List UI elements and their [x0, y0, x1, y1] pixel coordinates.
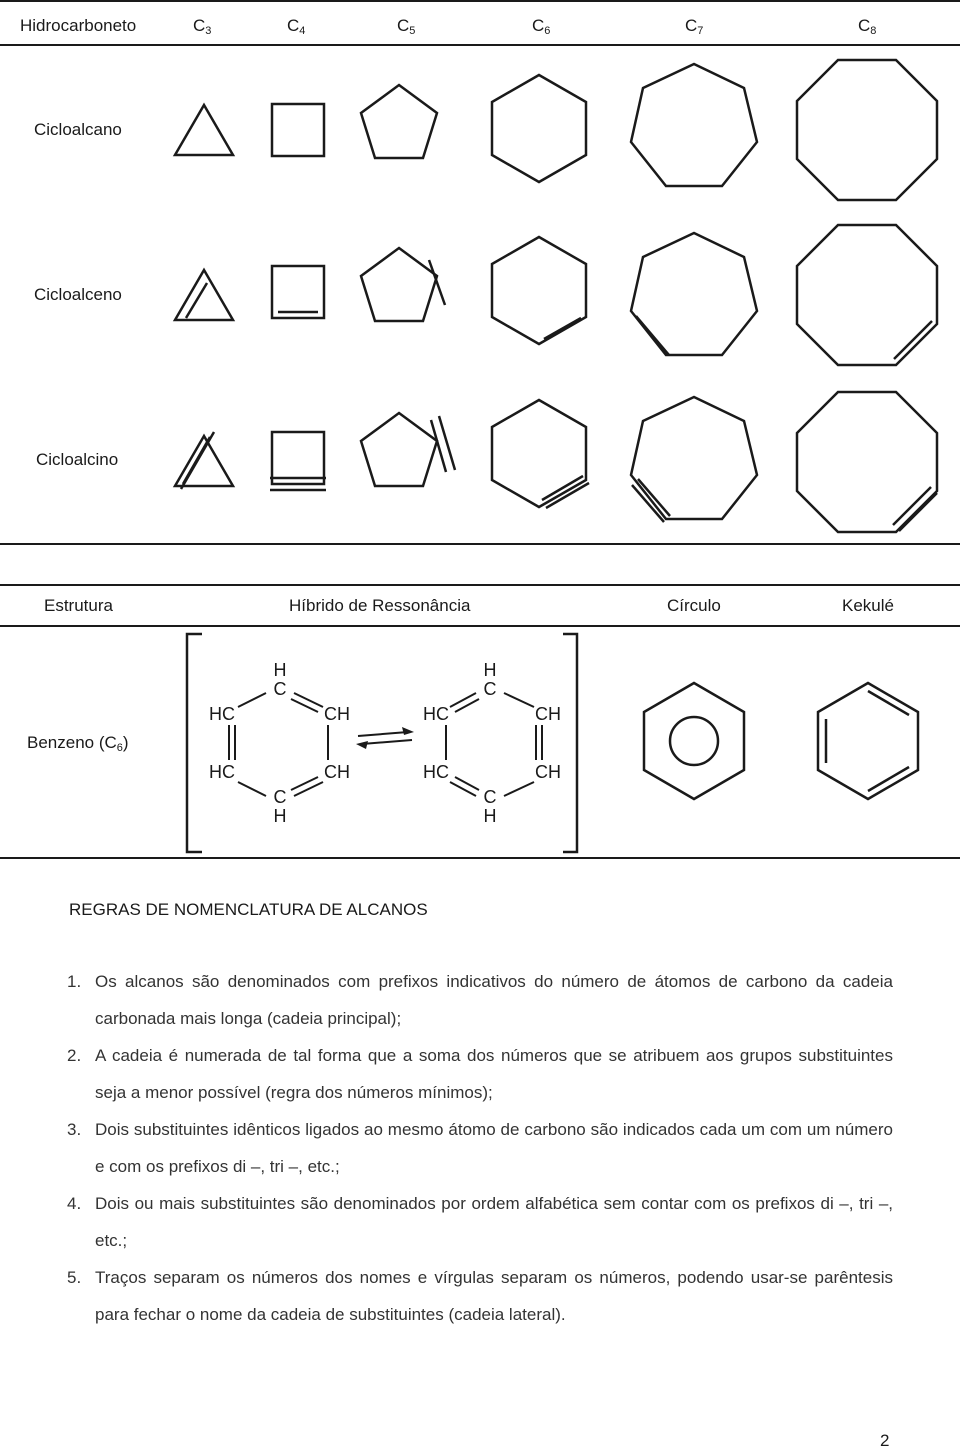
header-hidrocarboneto: Hidrocarboneto	[20, 16, 137, 35]
right-bracket	[563, 634, 577, 852]
rule-number: 2.	[67, 1046, 82, 1065]
atom-ch-lower-right-1: CH	[324, 762, 350, 782]
header-c7: $C_7$	[685, 16, 704, 37]
atom-hc-lower-left-1: HC	[209, 762, 235, 782]
atom-c-bottom-2: C	[483, 787, 497, 807]
row-label-cicloalceno: Cicloalceno	[34, 285, 122, 304]
nomenclature-heading: REGRAS DE NOMENCLATURA DE ALCANOS	[69, 900, 428, 919]
rule-number: 1.	[67, 972, 82, 991]
benzene-kekule-structure	[818, 683, 918, 799]
atom-ch-upper-right-1: CH	[324, 704, 350, 724]
rule-item-2	[67, 1037, 893, 1111]
rule-item-1	[67, 963, 893, 1037]
atom-h-bottom-1: H	[273, 806, 287, 826]
atom-hc-upper-left-2: HC	[423, 704, 449, 724]
header-c5: $C_5$	[397, 16, 416, 37]
atom-h-top-1: H	[273, 660, 287, 680]
atom-c-top-1: C	[273, 679, 287, 699]
rule-number: 3.	[67, 1120, 82, 1139]
left-bracket	[187, 634, 202, 852]
table2-bottom-rule	[0, 857, 960, 859]
atom-ch-lower-right-2: CH	[535, 762, 561, 782]
resonance-arrow	[356, 727, 414, 749]
header-circulo: Círculo	[667, 596, 721, 615]
row-label-benzeno: Benzeno $(C_6)$	[27, 733, 129, 754]
rule-number: 5.	[67, 1268, 82, 1287]
atom-hc-lower-left-2: HC	[423, 762, 449, 782]
rule-text: Dois ou mais substituintes são denominados por ordem alfabética sem contar com os prefixos di –, tri –, etc.;	[95, 1194, 893, 1250]
atom-c-top-2: C	[483, 679, 497, 699]
rule-item-4	[67, 1185, 893, 1259]
row-label-cicloalcano: Cicloalcano	[34, 120, 122, 139]
header-estrutura: Estrutura	[44, 596, 113, 615]
rule-text: Dois substituintes idênticos ligados ao mesmo átomo de carbono são indicados cada um com um número e com os prefixos di –, tri –, etc.;	[95, 1120, 893, 1176]
atom-ch-upper-right-2: CH	[535, 704, 561, 724]
header-c3: $C_3$	[193, 16, 212, 37]
rule-text: Os alcanos são denominados com prefixos indicativos do número de átomos de carbono da cadeia carbonada mais longa (cadeia principal);	[95, 972, 893, 1028]
page-number: 2	[880, 1431, 890, 1450]
kekule-structure-2	[423, 660, 561, 826]
header-kekule: Kekulé	[842, 596, 894, 615]
atom-c-bottom-1: C	[273, 787, 287, 807]
atom-h-top-2: H	[483, 660, 497, 680]
header-c4: $C_4$	[287, 16, 306, 37]
header-c8: $C_8$	[858, 16, 877, 37]
rule-item-5	[67, 1259, 893, 1333]
row-label-cicloalcino: Cicloalcino	[36, 450, 119, 469]
rule-item-3	[67, 1111, 893, 1185]
benzene-circle-structure	[644, 683, 744, 799]
rule-text: Traços separam os números dos nomes e vírgulas separam os números, podendo usar-se parêntesis para fechar o nome da cadeia de substituintes (cadeia lateral).	[95, 1268, 893, 1324]
header-c6: $C_6$	[532, 16, 551, 37]
rule-text: A cadeia é numerada de tal forma que a soma dos números que se atribuem aos grupos substituintes seja a menor possível (regra dos números mínimos);	[95, 1046, 893, 1102]
atom-h-bottom-2: H	[483, 806, 497, 826]
atom-hc-upper-left-1: HC	[209, 704, 235, 724]
header-hibrido: Híbrido de Ressonância	[289, 596, 471, 615]
rule-number: 4.	[67, 1194, 82, 1213]
kekule-structure-1	[209, 660, 350, 826]
